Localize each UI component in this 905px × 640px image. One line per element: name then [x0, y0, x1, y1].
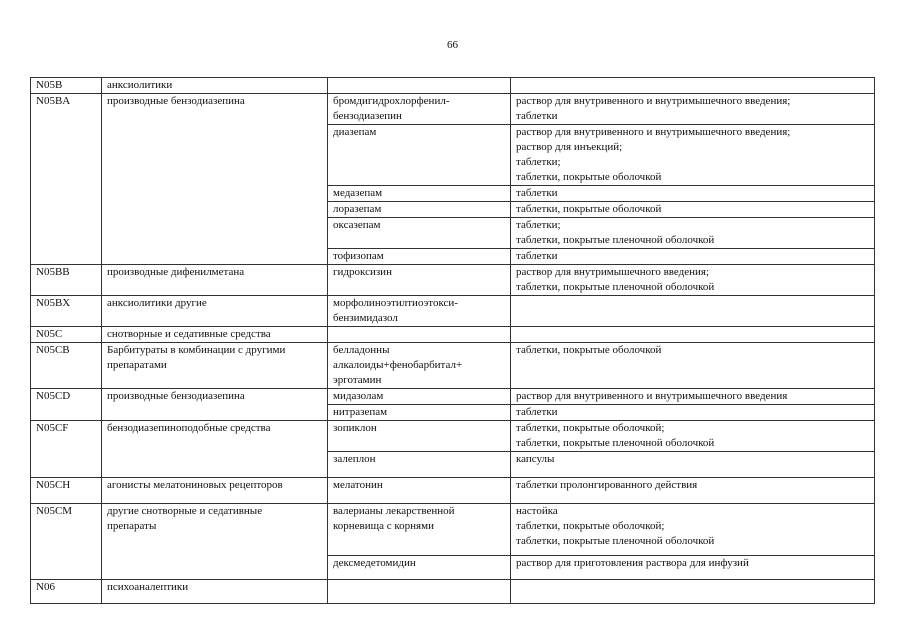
drug-cell: валерианы лекарственной корневища с корнями	[328, 504, 511, 556]
form-cell: настойка таблетки, покрытые оболочкой; таблетки, покрытые пленочной оболочкой	[511, 504, 875, 556]
table-row	[31, 421, 875, 452]
form-cell: таблетки, покрытые оболочкой	[511, 202, 875, 218]
table-row	[31, 296, 875, 327]
drug-table	[30, 77, 875, 604]
drug-cell: мидазолам	[328, 389, 511, 405]
group-cell: агонисты мелатониновых рецепторов	[102, 478, 328, 504]
group-cell: производные дифенилметана	[102, 265, 328, 296]
atc-code-cell: N05CD	[31, 389, 102, 421]
form-cell: таблетки; таблетки, покрытые пленочной оболочкой	[511, 218, 875, 249]
group-cell: снотворные и седативные средства	[102, 327, 328, 343]
form-cell: таблетки	[511, 405, 875, 421]
form-cell: раствор для внутривенного и внутримышечного введения; раствор для инъекций; таблетки; таблетки, покрытые оболочкой	[511, 125, 875, 186]
drug-cell: залеплон	[328, 452, 511, 478]
table-row	[31, 504, 875, 556]
form-cell: таблетки	[511, 249, 875, 265]
form-cell: раствор для внутривенного и внутримышечного введения	[511, 389, 875, 405]
atc-code-cell: N05BB	[31, 265, 102, 296]
drug-cell: белладонны алкалоиды+фенобарбитал+ эрготамин	[328, 343, 511, 389]
form-cell: таблетки пролонгированного действия	[511, 478, 875, 504]
atc-code-cell: N05CB	[31, 343, 102, 389]
atc-code-cell: N05B	[31, 78, 102, 94]
drug-cell: морфолиноэтилтиоэтокси- бензимидазол	[328, 296, 511, 327]
drug-cell: зопиклон	[328, 421, 511, 452]
drug-cell: мелатонин	[328, 478, 511, 504]
atc-code-cell: N05CH	[31, 478, 102, 504]
form-cell: таблетки	[511, 186, 875, 202]
drug-cell	[328, 78, 511, 94]
form-cell	[511, 327, 875, 343]
drug-cell	[328, 327, 511, 343]
atc-code-cell: N05CF	[31, 421, 102, 478]
drug-cell: лоразепам	[328, 202, 511, 218]
table-row	[31, 343, 875, 389]
atc-code-cell: N05CM	[31, 504, 102, 580]
form-cell: раствор для внутривенного и внутримышечного введения; таблетки	[511, 94, 875, 125]
table-row	[31, 580, 875, 604]
table-row	[31, 327, 875, 343]
form-cell	[511, 296, 875, 327]
form-cell	[511, 580, 875, 604]
drug-cell: оксазепам	[328, 218, 511, 249]
form-cell: раствор для приготовления раствора для инфузий	[511, 556, 875, 580]
group-cell: Барбитураты в комбинации с другими препаратами	[102, 343, 328, 389]
form-cell: капсулы	[511, 452, 875, 478]
form-cell: раствор для внутримышечного введения; таблетки, покрытые пленочной оболочкой	[511, 265, 875, 296]
drug-cell: бромдигидрохлорфенил- бензодиазепин	[328, 94, 511, 125]
atc-code-cell: N05C	[31, 327, 102, 343]
drug-cell: нитразепам	[328, 405, 511, 421]
form-cell	[511, 78, 875, 94]
table-row	[31, 478, 875, 504]
group-cell: производные бензодиазепина	[102, 389, 328, 421]
page-number: 66	[447, 39, 458, 51]
form-cell: таблетки, покрытые оболочкой	[511, 343, 875, 389]
drug-cell: тофизопам	[328, 249, 511, 265]
atc-code-cell: N06	[31, 580, 102, 604]
drug-cell: диазепам	[328, 125, 511, 186]
form-cell: таблетки, покрытые оболочкой; таблетки, покрытые пленочной оболочкой	[511, 421, 875, 452]
table-row	[31, 78, 875, 94]
atc-code-cell: N05BX	[31, 296, 102, 327]
drug-cell: гидроксизин	[328, 265, 511, 296]
group-cell: бензодиазепиноподобные средства	[102, 421, 328, 478]
table-row	[31, 265, 875, 296]
table-row	[31, 94, 875, 125]
group-cell: психоаналептики	[102, 580, 328, 604]
group-cell: другие снотворные и седативные препараты	[102, 504, 328, 580]
group-cell: анксиолитики другие	[102, 296, 328, 327]
table-row	[31, 389, 875, 405]
drug-cell: дексмедетомидин	[328, 556, 511, 580]
group-cell: анксиолитики	[102, 78, 328, 94]
drug-cell: медазепам	[328, 186, 511, 202]
group-cell: производные бензодиазепина	[102, 94, 328, 265]
drug-cell	[328, 580, 511, 604]
atc-code-cell: N05BA	[31, 94, 102, 265]
